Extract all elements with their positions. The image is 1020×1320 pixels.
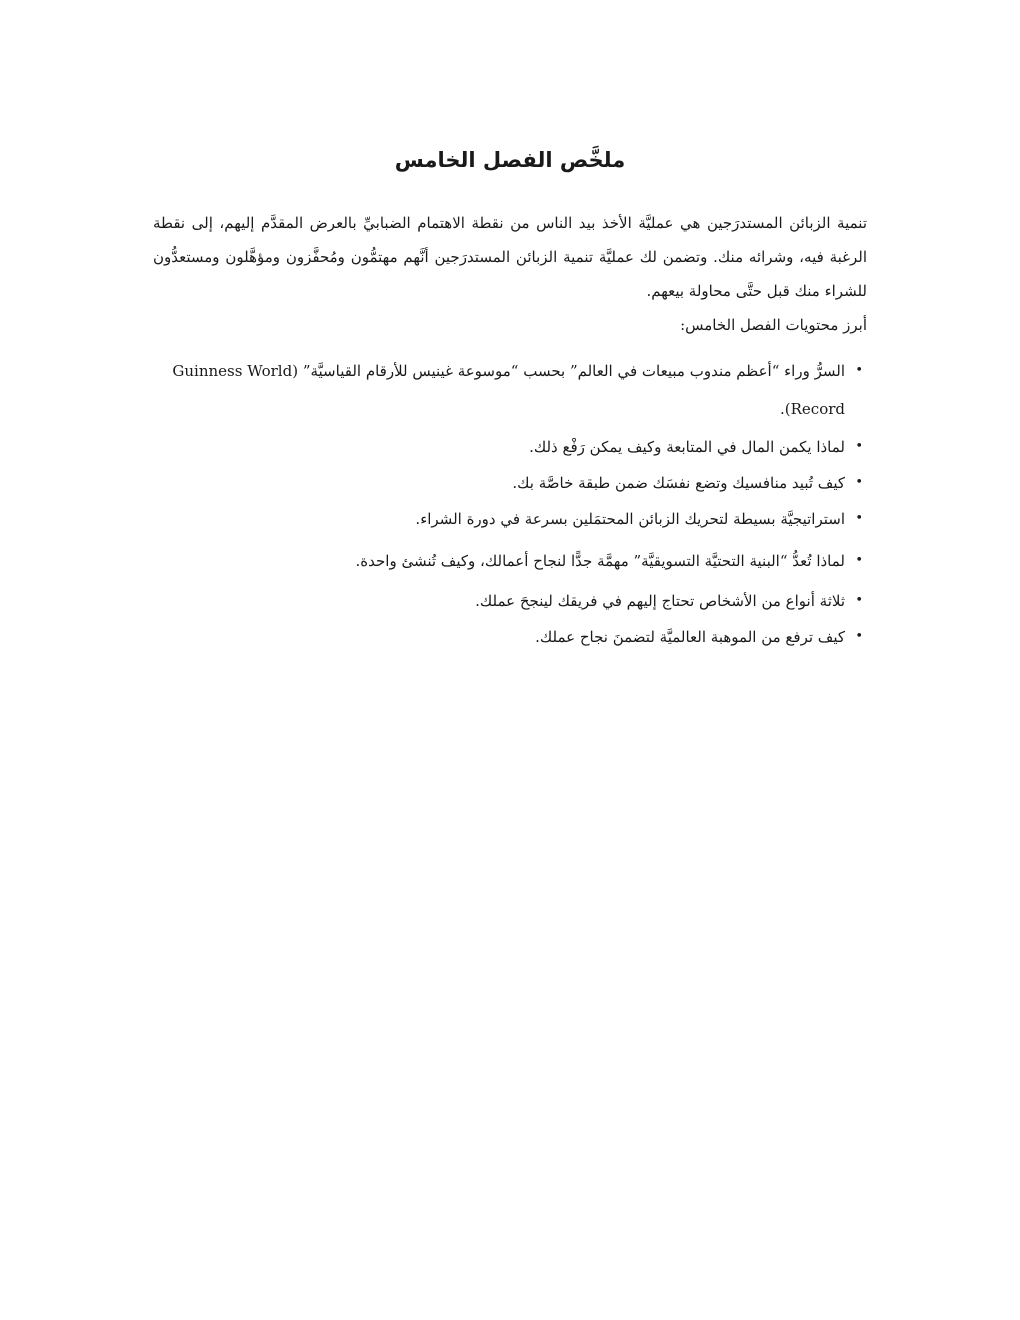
- document-page: [153, 140, 867, 656]
- bullet-icon: •: [855, 475, 863, 490]
- list-item: [153, 620, 867, 654]
- list-item: [153, 466, 867, 500]
- highlights-lead: أبرز محتويات الفصل الخامس:: [680, 316, 867, 334]
- list-item: [153, 502, 867, 536]
- bullet-icon: •: [855, 511, 863, 526]
- list-item: [153, 430, 867, 464]
- list-item: [153, 352, 867, 428]
- bullet-icon: •: [855, 593, 863, 608]
- list-item-text: كيف تُبيد منافسيك وتضع نفسَك ضمن طبقة خاصَّة بك.: [512, 474, 845, 492]
- bullet-icon: •: [855, 629, 863, 644]
- list-item-text: لماذا يكمن المال في المتابعة وكيف يمكن رَفْع ذلك.: [529, 438, 845, 456]
- bullet-icon: •: [855, 363, 863, 378]
- list-item: [153, 584, 867, 618]
- list-item: [153, 544, 867, 578]
- list-item-text: السرُّ وراء “أعظم مندوب مبيعات في العالم” بحسب “موسوعة غينيس للأرقام القياسيَّة” (Guinness World Record).: [172, 362, 845, 418]
- bullet-icon: •: [855, 439, 863, 454]
- list-item-text: استراتيجيَّة بسيطة لتحريك الزبائن المحتمَلين بسرعة في دورة الشراء.: [415, 510, 845, 528]
- list-item-text: ثلاثة أنواع من الأشخاص تحتاج إليهم في فريقك لينجحَ عملك.: [475, 592, 845, 610]
- list-item-text: لماذا تُعدُّ “البنية التحتيَّة التسويقيَّة” مهمَّة جدًّا لنجاح أعمالك، وكيف تُنشئ واحدة.: [355, 552, 845, 570]
- chapter-summary-title: ملخَّص الفصل الخامس: [394, 148, 626, 172]
- intro-paragraph: تنمية الزبائن المستدرَجين هي عمليَّة الأخذ بيد الناس من نقطة الاهتمام الضبابيِّ بالعرض المقدَّم إليهم، إلى نقطة الرغبة فيه، وشرائه منك. وتضمن لك عمليَّة تنمية الزبائن المستدرَجين أنَّهم مهتمُّون ومُحفَّزون ومؤهَّلون ومستعدُّون للشراء منك قبل حتَّى محاولة بيعهم.: [153, 214, 867, 300]
- highlights-list: [153, 352, 867, 654]
- list-item-text: كيف ترفع من الموهبة العالميَّة لتضمنَ نجاح عملك.: [535, 628, 845, 646]
- bullet-icon: •: [855, 553, 863, 568]
